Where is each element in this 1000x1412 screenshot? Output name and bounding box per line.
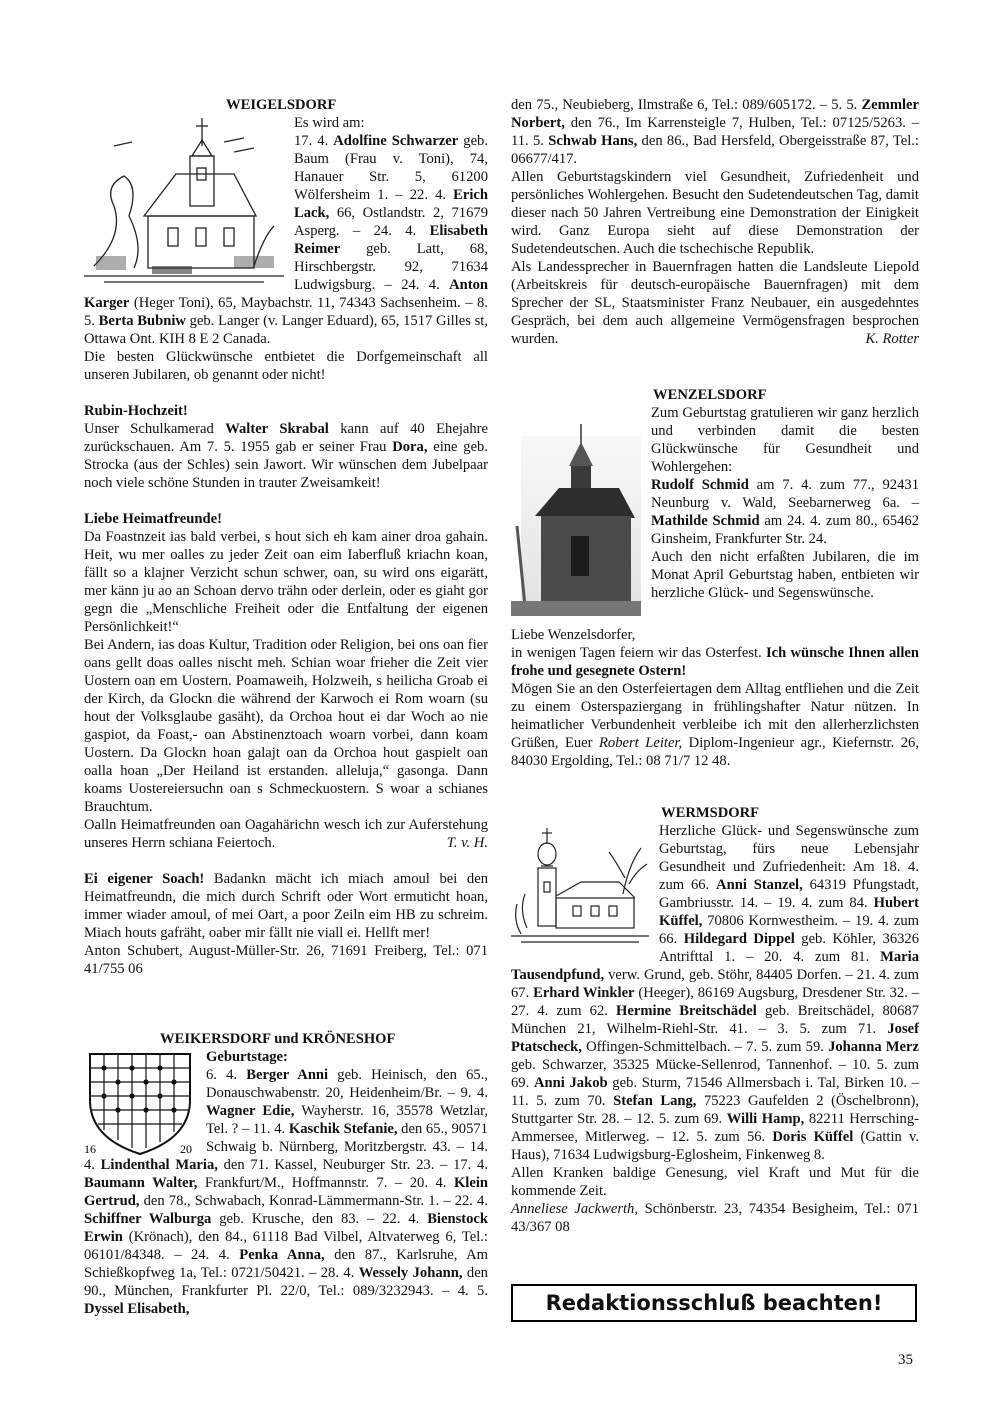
jubilar-name: Penka Anna, [239,1247,325,1263]
weigelsdorf-section: WEIGELSDORF Es wird am: 17. 4. Adolfine Schwarzer geb. Baum (Frau v. Toni), 74, Hanauer Str. 5, 61200 Wölfersheim 1. – 22. 4. Erich Lack, 66, Ostlandstr. 2, 71679 Asperg. – 24. 4. Elisabeth Reimer geb. Latt, 68, Hirschbergstr. 92, 71634 Ludwigsburg. – 24. 4. Anton Karger (Heger Toni), 65, Maybachstr. 11, 74343 Sachsenheim. – 8. 5. Berta Bubniw geb. Langer (v. Langer Eduard), 65, 1517 Gilles st, Ottawa Ont. KIH 8 E 2 Canada. Die besten Glückwünsche entbietet die Dorfgemeinschaft all unseren Jubilaren, ob genannt oder nicht! [84,97,488,383]
heimat-paragraph: Da Foastnzeit ias bald verbei, s hout sich eh kam ainer droa gahain. Heit, wu mer oalles zu jeder Zeit oan eim Iaberfluß kriachn koan, fällt so a klajner Verzicht schun schwer, oan, su wird ons eigarätt, mer känn ju ao an Schoan dervo trähn oder derlein, oder es giaht gor gegn die „Menschliche Freiheit oder die Entfaltung der eigenen Persönlichkeit!“ [84,529,488,635]
soach-title: Ei eigener Soach! [84,871,205,887]
jubilar-name: Josef Ptatscheck, [511,1021,919,1055]
author-name: Anneliese Jackwerth, [511,1201,638,1217]
right-column [511,96,919,1236]
jubilar-name: Anni Jakob [533,1075,608,1091]
jubilar-name: Klein Gertrud, [84,1175,488,1209]
soach-address: Anton Schubert, August-Müller-Str. 26, 71691 Freiberg, Tel.: 071 41/755 06 [84,943,488,977]
jubilar-name: Doris Küffel [772,1129,854,1145]
jubilar-name: Erhard Winkler [533,985,635,1001]
easter-wish: Ich wünsche Ihnen allen frohe und gesegnete Ostern! [511,645,919,679]
coat-of-arms-icon [84,1050,196,1156]
jubilar-name: Anton Karger [84,277,488,311]
weikersdorf-section: WEIKERSDORF und KRÖNESHOF 16 20 Geburtstage: 6. 4. Berger Anni geb. Heinisch, den 65., Donauschwabenstr. 20, Heidenheim/Br. – 9. 4. Wagner Edie, Wayherstr. 16, 35578 Wetzlar, Tel. ? – 11. 4. Kaschik Stefanie, den 65., 90571 Schwaig b. Nürnberg, Moritzbergstr. 43. – 14. 4. Lindenthal Maria, den 71. Kassel, Neuburger Str. 23. – 17. 4. Baumann Walter, Frankfurt/M., Hoffmannstr. 7. – 20. 4. Klein Gertrud, den 78., Schwabach, Konrad-Lämmermann-Str. 1. – 22. 4. Schiffner Walburga geb. Krusche, den 83. – 22. 4. Bienstock Erwin (Krönach), den 84., 61118 Bad Vilbel, Altvaterweg 6, Tel.: 06101/84348. – 24. 4. Penka Anna, den 87., Karlsruhe, Am Schießkopfweg 1a, Tel.: 0721/50421. – 28. 4. Wessely Johann, den 90., München, Frankfurter Pl. 22/0, Tel.: 089/3232943. – 4. 5. Dyssel Elisabeth, [84,1031,489,1317]
jubilar-name: Schwab Hans, [548,133,638,149]
jubilar-name: Hildegard Dippel [683,931,795,947]
crest-number: 20 [180,1142,192,1156]
rubin-section: Rubin-Hochzeit! Unser Schulkamerad Walter Skrabal kann auf 40 Ehejahre zurückschauen. Am 7. 5. 1955 gab er seiner Frau Dora, eine geb. Strocka (aus der Schles) sein Jawort. Wir wünschen dem Jubelpaar noch viele schöne Stunden in trauter Zweisamkeit! [84,403,488,491]
wenzelsdorf-paragraph: Auch den nicht erfaßten Jubilaren, die im Monat April Geburtstag haben, entbieten wir herzliche Glück- und Segenswünsche. [651,549,919,601]
left-column [84,96,488,1318]
jubilar-name: Walter Skrabal [225,421,329,437]
rubin-title: Rubin-Hochzeit! [84,403,188,419]
heimat-paragraph: Oalln Heimatfreunden oan Oagahärichn wesch ich zur Auferstehung unseres Herrn schiana Feiertoch. [84,817,488,851]
jubilar-name: Lindenthal Maria, [100,1157,218,1173]
weikersdorf-subtitle: Geburtstage: [206,1049,288,1065]
jubilar-name: Adolfine Schwarzer [333,133,459,149]
jubilar-name: Dyssel Elisabeth, [84,1301,190,1317]
jubilar-name: Wagner Edie, [206,1103,295,1119]
signature: T. v. H. [446,835,488,851]
weikersdorf-paragraph: Allen Geburtstagskindern viel Gesundheit, Zufriedenheit und persönliches Wohlergehen. Besucht den Sudetendeutschen Tag, damit dieser nach 50 Jahren Vertreibung eine Demonstration der Einigkeit wird. Ganz Europa sieht auf diese Demonstration der Sudetendeutschen. Auch die tschechische Republik. [511,169,919,257]
weigelsdorf-title: WEIGELSDORF [226,97,337,113]
jubilar-name: Hubert Küffel, [659,895,919,929]
jubilar-name: Baumann Walter, [84,1175,198,1191]
weigelsdorf-intro: Es wird am: [294,115,365,131]
heimatfreunde-section [84,510,488,852]
wenzelsdorf-greeting: Liebe Wenzelsdorfer, [511,627,636,643]
wenzelsdorf-intro: Zum Geburtstag gratulieren wir ganz herzlich und verbinden damit die besten Glückwünsche für Gesundheit und Wohlergehen: [651,405,919,475]
jubilar-name: Erich Lack, [294,187,488,221]
soach-section: Ei eigener Soach! Badankn mächt ich miach amoul bei den Heimatfreundn, die mich durch Schrift oder Wort ermuticht hoan, immer wiader amoul, of mei Oart, a poor Zeiln eim HB zu schreim. Miach houts gafräht, oaber mir fällt nie viall ei. Hellft mer! Anton Schubert, August-Müller-Str. 26, 71691 Freiberg, Tel.: 071 41/755 06 [84,871,488,977]
wenzelsdorf-section: WENZELSDORF Zum Geburtstag gratulieren wir ganz herzlich und verbinden damit die besten Glückwünsche für Gesundheit und Wohlergehen: Rudolf Schmid am 7. 4. zum 77., 92431 Neunburg v. Wald, Seebarnerweg 6a. – Mathilde Schmid am 24. 4. zum 80., 65462 Ginsheim, Frankfurter Str. 24. Auch den nicht erfaßten Jubilaren, die im Monat April Geburtstag haben, entbieten wir herzliche Glück- und Segenswünsche. Liebe Wenzelsdorfer, in wenigen Tagen feiern wir das Osterfest. Ich wünsche Ihnen allen frohe und gesegnete Ostern! Mögen Sie an den Osterfeiertagen dem Alltag entfliehen und die Zeit zu einem Osterspaziergang in frühlingshafter Natur nützen. In heimatlicher Verbundenheit verbleibe ich mit den allerherzlichsten Grüßen, Euer Robert Leiter, Diplom-Ingenieur agr., Kiefernstr. 26, 84030 Ergolding, Tel.: 08 71/7 12 48. [511,387,919,769]
jubilar-name: Anni Stanzel, [716,877,803,893]
chapel-photo-icon [511,406,641,616]
page-number: 35 [898,1352,913,1368]
crest-number: 16 [84,1142,96,1156]
jubilar-name: Rudolf Schmid [651,477,749,493]
weigelsdorf-closing: Die besten Glückwünsche entbietet die Dorfgemeinschaft all unseren Jubilaren, ob genannt oder nicht! [84,349,488,383]
wermsdorf-paragraph: Allen Kranken baldige Genesung, viel Kraft und Mut für die kommende Zeit. [511,1165,919,1199]
jubilar-name: Willi Hamp, [726,1111,805,1127]
weikersdorf-title: WEIKERSDORF und KRÖNESHOF [160,1031,396,1047]
wenzelsdorf-title: WENZELSDORF [653,387,767,403]
jubilar-name: Wessely Johann, [358,1265,463,1281]
jubilar-name: Elisabeth Reimer [294,223,488,257]
jubilar-name: Zemmler Norbert, [511,97,919,131]
wermsdorf-title: WERMSDORF [661,805,760,821]
church-sketch-icon [84,116,284,286]
jubilar-name: Berger Anni [246,1067,329,1083]
jubilar-name: Bienstock Erwin [84,1211,488,1245]
weikersdorf-continued: den 75., Neubieberg, Ilmstraße 6, Tel.: 089/605172. – 5. 5. Zemmler Norbert, den 76., Im Karrensteigle 7, Hulben, Tel.: 07125/5263. – 11. 5. Schwab Hans, den 86., Bad Hersfeld, Obergeisstraße 87, Tel.: 06677/417. Allen Geburtstagskindern viel Gesundheit, Zufriedenheit und persönliches Wohlergehen. Besucht den Sudetendeutschen Tag, damit dieser nach 50 Jahren Vertreibung eine Demonstration der Einigkeit wird. Ganz Europa sieht auf diese Demonstration der Sudetendeutschen. Auch die tschechische Republik. Als Landessprecher in Bauernfragen hatten die Landsleute Liepold (Arbeitskreis für deutsch-europäische Bauernfragen) mit dem Sprecher der SL, Staatsminister Franz Neubauer, ein ausgedehntes Gespräch, bei dem auch allgemeine Vermögensfragen besprochen wurden. K. Rotter [511,97,919,347]
jubilar-name: Dora, [392,439,428,455]
heimat-paragraph: Bei Andern, ias doas Kultur, Tradition oder Religion, bei ons oan fier oans gellt doas oalles nischt meh. Schian woar frieher die Zeit vier Uostern oan em Uostern. Poamaweih, Holzweih, s heilicha Groab ei der Kirch, da Glockn die während der Karwoch ei Rom woarn (su hout der Volksglaube gasäht), da Orchoa hout ei dar Woch ao nie gaspiot, da Foast,- oan Abstinenztoach woarn vorbei, dann koam Uostern. Da Glockn hoan galajt oan da Orchoa hout gaspielt oan oalla hoan „Der Heiland ist erstanden. alleluja,“ gasonga. Dann koams Uostereiersuchn oan s Schmeckuostern. S woar a schianes Brauchtum. [84,637,488,815]
heimatfreunde-title: Liebe Heimatfreunde! [84,511,222,527]
jubilar-name: Mathilde Schmid [651,513,760,529]
jubilar-name: Stefan Lang, [613,1093,697,1109]
signature: K. Rotter [865,331,919,347]
wermsdorf-section: WERMSDORF Herzliche Glück- und Segenswünsche zum Geburtstag, fürs neue Lebensjahr Gesundheit und Zufriedenheit: Am 18. 4. zum 66. Anni Stanzel, 64319 Pfungstadt, Gambriusstr. 14. – 19. 4. zum 84. Hubert Küffel, 70806 Kornwestheim. – 19. 4. zum 66. Hildegard Dippel geb. Köhler, 36326 Antrifttal 1. – 20. 4. zum 81. Maria Tausendpfund, verw. Grund, geb. Stöhr, 84405 Dorfen. – 21. 4. zum 67. Erhard Winkler (Heeger), 86169 Augsburg, Dresdener Str. 32. – 27. 4. zum 62. Hermine Breitschädel geb. Breitschädel, 80687 München 21, Wilhelm-Riehl-Str. 41. – 3. 5. zum 71. Josef Ptatscheck, Offingen-Schmittelbach. – 7. 5. zum 59. Johanna Merz geb. Schwarzer, 35325 Mücke-Sellenrod, Tannenhof. – 10. 5. zum 69. Anni Jakob geb. Sturm, 71546 Allmersbach i. Tal, Birken 10. – 11. 5. zum 70. Stefan Lang, 75223 Gaufelden 2 (Öschelbronn), Stuttgarter Str. 28. – 12. 5. zum 69. Willi Hamp, 82211 Herrsching-Ammersee, Mitlerweg. – 12. 5. zum 56. Doris Küffel (Gattin v. Haus), 71634 Ludwigsburg-Eglosheim, Finkenweg 8. Allen Kranken baldige Genesung, viel Kraft und Mut für die kommende Zeit. Anneliese Jackwerth, Schönberstr. 23, 74354 Besigheim, Tel.: 071 43/367 08 [511,805,920,1235]
jubilar-name: Schiffner Walburga [84,1211,212,1227]
jubilar-name: Kaschik Stefanie, [288,1121,398,1137]
jubilar-name: Maria Tausendpfund, [511,949,919,983]
jubilar-name: Johanna Merz [828,1039,919,1055]
jubilar-name: Berta Bubniw [98,313,186,329]
church-drawing-icon [511,824,649,948]
jubilar-name: Hermine Breitschädel [616,1003,757,1019]
author-name: Robert Leiter, [599,735,683,751]
weikersdorf-paragraph: Als Landessprecher in Bauernfragen hatten die Landsleute Liepold (Arbeitskreis für deutsch-europäische Bauernfragen) mit dem Sprecher der SL, Staatsminister Franz Neubauer, ein ausgedehntes Gespräch, bei dem auch allgemeine Vermögensfragen besprochen wurden. [511,259,919,347]
deadline-banner: Redaktionsschluß beachten! [511,1284,917,1322]
